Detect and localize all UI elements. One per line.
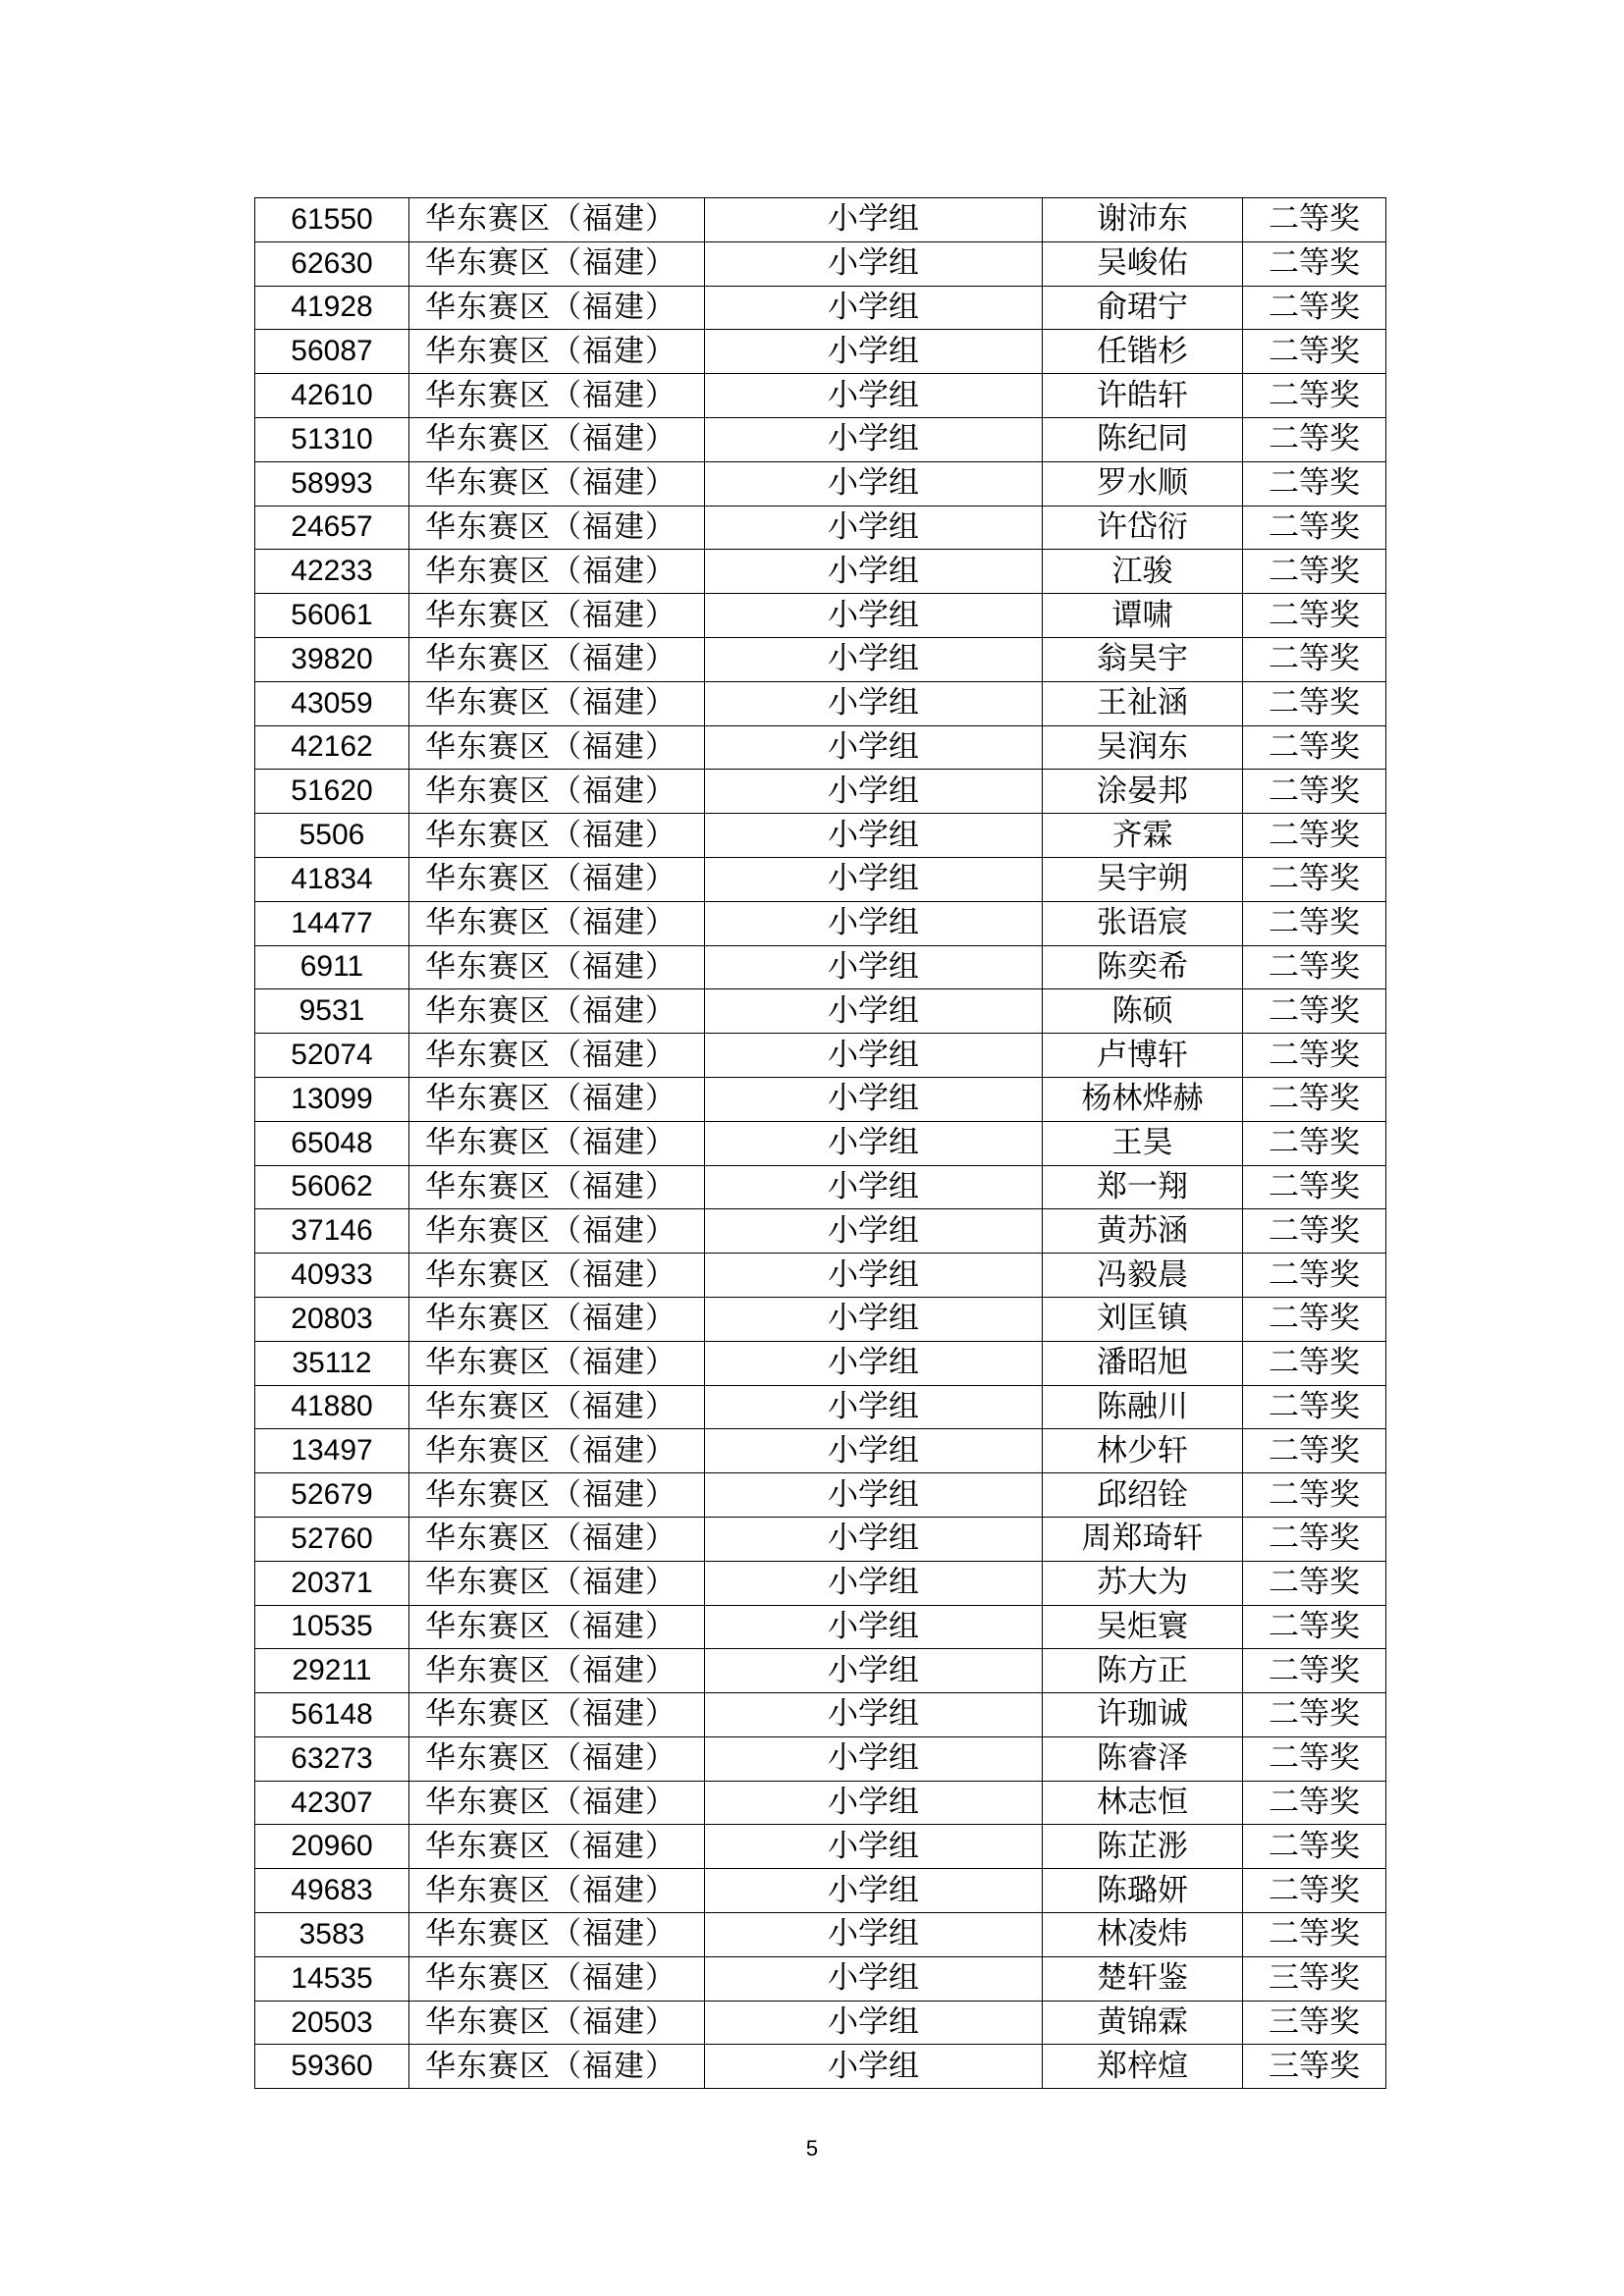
table-row xyxy=(255,330,1386,374)
group-cell: 小学组 xyxy=(705,461,1043,506)
group-cell: 小学组 xyxy=(705,1649,1043,1693)
region-cell: 华东赛区（福建） xyxy=(409,1121,705,1165)
region-cell: 华东赛区（福建） xyxy=(409,1341,705,1385)
award-cell: 二等奖 xyxy=(1243,637,1386,681)
region-cell: 华东赛区（福建） xyxy=(409,1429,705,1473)
student-name-cell: 林志恒 xyxy=(1043,1781,1243,1825)
award-cell: 二等奖 xyxy=(1243,1561,1386,1605)
table-row xyxy=(255,637,1386,681)
award-table-body xyxy=(255,198,1386,2089)
group-cell: 小学组 xyxy=(705,1736,1043,1781)
entry-id-cell: 10535 xyxy=(255,1605,409,1649)
group-cell: 小学组 xyxy=(705,1561,1043,1605)
region-cell: 华东赛区（福建） xyxy=(409,1693,705,1737)
entry-id-cell: 62630 xyxy=(255,241,409,286)
region-cell: 华东赛区（福建） xyxy=(409,374,705,418)
region-cell: 华东赛区（福建） xyxy=(409,330,705,374)
award-cell: 二等奖 xyxy=(1243,417,1386,461)
region-cell: 华东赛区（福建） xyxy=(409,1956,705,2001)
award-cell: 二等奖 xyxy=(1243,1649,1386,1693)
award-cell: 二等奖 xyxy=(1243,1473,1386,1518)
table-row xyxy=(255,1869,1386,1913)
student-name-cell: 郑梓煊 xyxy=(1043,2045,1243,2089)
group-cell: 小学组 xyxy=(705,1385,1043,1429)
region-cell: 华东赛区（福建） xyxy=(409,1561,705,1605)
student-name-cell: 郑一翔 xyxy=(1043,1165,1243,1209)
entry-id-cell: 51620 xyxy=(255,770,409,814)
region-cell: 华东赛区（福建） xyxy=(409,901,705,945)
student-name-cell: 杨林烨赫 xyxy=(1043,1077,1243,1121)
group-cell: 小学组 xyxy=(705,681,1043,725)
region-cell: 华东赛区（福建） xyxy=(409,1385,705,1429)
group-cell: 小学组 xyxy=(705,1956,1043,2001)
entry-id-cell: 20371 xyxy=(255,1561,409,1605)
entry-id-cell: 39820 xyxy=(255,637,409,681)
group-cell: 小学组 xyxy=(705,814,1043,858)
award-cell: 二等奖 xyxy=(1243,1077,1386,1121)
group-cell: 小学组 xyxy=(705,1429,1043,1473)
entry-id-cell: 37146 xyxy=(255,1209,409,1254)
award-cell: 二等奖 xyxy=(1243,1825,1386,1869)
group-cell: 小学组 xyxy=(705,1077,1043,1121)
award-cell: 二等奖 xyxy=(1243,550,1386,594)
award-cell: 三等奖 xyxy=(1243,2001,1386,2045)
award-cell: 二等奖 xyxy=(1243,1913,1386,1957)
region-cell: 华东赛区（福建） xyxy=(409,550,705,594)
award-cell: 二等奖 xyxy=(1243,945,1386,989)
group-cell: 小学组 xyxy=(705,1825,1043,1869)
award-cell: 二等奖 xyxy=(1243,198,1386,242)
award-cell: 二等奖 xyxy=(1243,814,1386,858)
table-row xyxy=(255,1736,1386,1781)
region-cell: 华东赛区（福建） xyxy=(409,417,705,461)
region-cell: 华东赛区（福建） xyxy=(409,1165,705,1209)
region-cell: 华东赛区（福建） xyxy=(409,286,705,330)
student-name-cell: 谢沛东 xyxy=(1043,198,1243,242)
student-name-cell: 任锴杉 xyxy=(1043,330,1243,374)
region-cell: 华东赛区（福建） xyxy=(409,594,705,638)
entry-id-cell: 20803 xyxy=(255,1297,409,1341)
region-cell: 华东赛区（福建） xyxy=(409,1913,705,1957)
table-row xyxy=(255,1341,1386,1385)
entry-id-cell: 41880 xyxy=(255,1385,409,1429)
student-name-cell: 涂晏邦 xyxy=(1043,770,1243,814)
student-name-cell: 刘匡镇 xyxy=(1043,1297,1243,1341)
award-cell: 二等奖 xyxy=(1243,1605,1386,1649)
entry-id-cell: 41834 xyxy=(255,857,409,901)
award-cell: 二等奖 xyxy=(1243,1693,1386,1737)
award-cell: 二等奖 xyxy=(1243,594,1386,638)
award-cell: 三等奖 xyxy=(1243,2045,1386,2089)
entry-id-cell: 29211 xyxy=(255,1649,409,1693)
region-cell: 华东赛区（福建） xyxy=(409,1297,705,1341)
entry-id-cell: 56062 xyxy=(255,1165,409,1209)
student-name-cell: 江骏 xyxy=(1043,550,1243,594)
award-cell: 二等奖 xyxy=(1243,725,1386,770)
student-name-cell: 许珈诚 xyxy=(1043,1693,1243,1737)
group-cell: 小学组 xyxy=(705,417,1043,461)
award-cell: 二等奖 xyxy=(1243,770,1386,814)
student-name-cell: 齐霖 xyxy=(1043,814,1243,858)
student-name-cell: 黄苏涵 xyxy=(1043,1209,1243,1254)
table-row xyxy=(255,374,1386,418)
table-row xyxy=(255,550,1386,594)
award-cell: 二等奖 xyxy=(1243,1781,1386,1825)
table-row xyxy=(255,1693,1386,1737)
group-cell: 小学组 xyxy=(705,1341,1043,1385)
student-name-cell: 吴宇朔 xyxy=(1043,857,1243,901)
award-cell: 二等奖 xyxy=(1243,1429,1386,1473)
student-name-cell: 楚轩鉴 xyxy=(1043,1956,1243,2001)
entry-id-cell: 14477 xyxy=(255,901,409,945)
table-row xyxy=(255,1605,1386,1649)
group-cell: 小学组 xyxy=(705,945,1043,989)
region-cell: 华东赛区（福建） xyxy=(409,1781,705,1825)
entry-id-cell: 42162 xyxy=(255,725,409,770)
region-cell: 华东赛区（福建） xyxy=(409,1034,705,1078)
student-name-cell: 林凌炜 xyxy=(1043,1913,1243,1957)
award-table xyxy=(254,197,1386,2089)
student-name-cell: 许皓轩 xyxy=(1043,374,1243,418)
entry-id-cell: 56061 xyxy=(255,594,409,638)
table-row xyxy=(255,2001,1386,2045)
award-cell: 二等奖 xyxy=(1243,1209,1386,1254)
table-row xyxy=(255,241,1386,286)
table-row xyxy=(255,1297,1386,1341)
group-cell: 小学组 xyxy=(705,1781,1043,1825)
region-cell: 华东赛区（福建） xyxy=(409,461,705,506)
student-name-cell: 俞珺宁 xyxy=(1043,286,1243,330)
entry-id-cell: 59360 xyxy=(255,2045,409,2089)
group-cell: 小学组 xyxy=(705,506,1043,550)
table-row xyxy=(255,1649,1386,1693)
entry-id-cell: 52760 xyxy=(255,1517,409,1561)
entry-id-cell: 41928 xyxy=(255,286,409,330)
region-cell: 华东赛区（福建） xyxy=(409,1825,705,1869)
award-cell: 二等奖 xyxy=(1243,241,1386,286)
group-cell: 小学组 xyxy=(705,2045,1043,2089)
award-cell: 二等奖 xyxy=(1243,286,1386,330)
region-cell: 华东赛区（福建） xyxy=(409,506,705,550)
table-row xyxy=(255,1209,1386,1254)
student-name-cell: 陈睿泽 xyxy=(1043,1736,1243,1781)
student-name-cell: 苏大为 xyxy=(1043,1561,1243,1605)
region-cell: 华东赛区（福建） xyxy=(409,1605,705,1649)
student-name-cell: 陈奕希 xyxy=(1043,945,1243,989)
student-name-cell: 王祉涵 xyxy=(1043,681,1243,725)
region-cell: 华东赛区（福建） xyxy=(409,989,705,1034)
table-row xyxy=(255,901,1386,945)
award-cell: 二等奖 xyxy=(1243,330,1386,374)
group-cell: 小学组 xyxy=(705,1693,1043,1737)
table-row xyxy=(255,594,1386,638)
award-cell: 二等奖 xyxy=(1243,506,1386,550)
group-cell: 小学组 xyxy=(705,1297,1043,1341)
table-row xyxy=(255,681,1386,725)
region-cell: 华东赛区（福建） xyxy=(409,725,705,770)
award-cell: 二等奖 xyxy=(1243,1341,1386,1385)
region-cell: 华东赛区（福建） xyxy=(409,2001,705,2045)
group-cell: 小学组 xyxy=(705,1034,1043,1078)
entry-id-cell: 13497 xyxy=(255,1429,409,1473)
student-name-cell: 许岱衍 xyxy=(1043,506,1243,550)
region-cell: 华东赛区（福建） xyxy=(409,637,705,681)
region-cell: 华东赛区（福建） xyxy=(409,1736,705,1781)
group-cell: 小学组 xyxy=(705,241,1043,286)
region-cell: 华东赛区（福建） xyxy=(409,770,705,814)
student-name-cell: 罗水顺 xyxy=(1043,461,1243,506)
award-cell: 二等奖 xyxy=(1243,989,1386,1034)
entry-id-cell: 5506 xyxy=(255,814,409,858)
group-cell: 小学组 xyxy=(705,1473,1043,1518)
table-row xyxy=(255,1165,1386,1209)
entry-id-cell: 43059 xyxy=(255,681,409,725)
region-cell: 华东赛区（福建） xyxy=(409,1869,705,1913)
region-cell: 华东赛区（福建） xyxy=(409,814,705,858)
table-row xyxy=(255,770,1386,814)
table-row xyxy=(255,1385,1386,1429)
table-row xyxy=(255,1781,1386,1825)
award-cell: 二等奖 xyxy=(1243,374,1386,418)
table-row xyxy=(255,2045,1386,2089)
entry-id-cell: 52679 xyxy=(255,1473,409,1518)
student-name-cell: 吴峻佑 xyxy=(1043,241,1243,286)
table-row xyxy=(255,989,1386,1034)
group-cell: 小学组 xyxy=(705,1254,1043,1298)
entry-id-cell: 20503 xyxy=(255,2001,409,2045)
student-name-cell: 陈融川 xyxy=(1043,1385,1243,1429)
student-name-cell: 林少轩 xyxy=(1043,1429,1243,1473)
entry-id-cell: 51310 xyxy=(255,417,409,461)
table-row xyxy=(255,506,1386,550)
entry-id-cell: 24657 xyxy=(255,506,409,550)
entry-id-cell: 42610 xyxy=(255,374,409,418)
table-row xyxy=(255,1473,1386,1518)
table-row xyxy=(255,1121,1386,1165)
region-cell: 华东赛区（福建） xyxy=(409,681,705,725)
award-cell: 二等奖 xyxy=(1243,681,1386,725)
student-name-cell: 陈纪同 xyxy=(1043,417,1243,461)
group-cell: 小学组 xyxy=(705,1913,1043,1957)
entry-id-cell: 63273 xyxy=(255,1736,409,1781)
student-name-cell: 陈硕 xyxy=(1043,989,1243,1034)
group-cell: 小学组 xyxy=(705,1605,1043,1649)
table-row xyxy=(255,1077,1386,1121)
region-cell: 华东赛区（福建） xyxy=(409,857,705,901)
entry-id-cell: 52074 xyxy=(255,1034,409,1078)
student-name-cell: 陈方正 xyxy=(1043,1649,1243,1693)
entry-id-cell: 49683 xyxy=(255,1869,409,1913)
entry-id-cell: 65048 xyxy=(255,1121,409,1165)
table-row xyxy=(255,857,1386,901)
entry-id-cell: 3583 xyxy=(255,1913,409,1957)
group-cell: 小学组 xyxy=(705,725,1043,770)
student-name-cell: 冯毅晨 xyxy=(1043,1254,1243,1298)
region-cell: 华东赛区（福建） xyxy=(409,1649,705,1693)
table-row xyxy=(255,1034,1386,1078)
entry-id-cell: 35112 xyxy=(255,1341,409,1385)
table-row xyxy=(255,1517,1386,1561)
student-name-cell: 张语宸 xyxy=(1043,901,1243,945)
award-cell: 二等奖 xyxy=(1243,901,1386,945)
student-name-cell: 卢博轩 xyxy=(1043,1034,1243,1078)
group-cell: 小学组 xyxy=(705,374,1043,418)
table-row xyxy=(255,1561,1386,1605)
group-cell: 小学组 xyxy=(705,286,1043,330)
award-cell: 三等奖 xyxy=(1243,1956,1386,2001)
group-cell: 小学组 xyxy=(705,770,1043,814)
entry-id-cell: 20960 xyxy=(255,1825,409,1869)
region-cell: 华东赛区（福建） xyxy=(409,1517,705,1561)
student-name-cell: 翁昊宇 xyxy=(1043,637,1243,681)
group-cell: 小学组 xyxy=(705,550,1043,594)
group-cell: 小学组 xyxy=(705,1869,1043,1913)
group-cell: 小学组 xyxy=(705,1209,1043,1254)
group-cell: 小学组 xyxy=(705,1165,1043,1209)
region-cell: 华东赛区（福建） xyxy=(409,1254,705,1298)
table-row xyxy=(255,417,1386,461)
award-cell: 二等奖 xyxy=(1243,461,1386,506)
award-cell: 二等奖 xyxy=(1243,857,1386,901)
group-cell: 小学组 xyxy=(705,637,1043,681)
table-row xyxy=(255,945,1386,989)
student-name-cell: 潘昭旭 xyxy=(1043,1341,1243,1385)
table-row xyxy=(255,1825,1386,1869)
student-name-cell: 黄锦霖 xyxy=(1043,2001,1243,2045)
student-name-cell: 陈璐妍 xyxy=(1043,1869,1243,1913)
page-number: 5 xyxy=(805,2136,819,2161)
entry-id-cell: 42233 xyxy=(255,550,409,594)
group-cell: 小学组 xyxy=(705,330,1043,374)
table-row xyxy=(255,1429,1386,1473)
entry-id-cell: 42307 xyxy=(255,1781,409,1825)
entry-id-cell: 56087 xyxy=(255,330,409,374)
student-name-cell: 周郑琦轩 xyxy=(1043,1517,1243,1561)
student-name-cell: 陈芷浵 xyxy=(1043,1825,1243,1869)
entry-id-cell: 61550 xyxy=(255,198,409,242)
group-cell: 小学组 xyxy=(705,594,1043,638)
group-cell: 小学组 xyxy=(705,989,1043,1034)
group-cell: 小学组 xyxy=(705,1121,1043,1165)
region-cell: 华东赛区（福建） xyxy=(409,1209,705,1254)
table-row xyxy=(255,1956,1386,2001)
region-cell: 华东赛区（福建） xyxy=(409,2045,705,2089)
award-cell: 二等奖 xyxy=(1243,1736,1386,1781)
table-row xyxy=(255,814,1386,858)
region-cell: 华东赛区（福建） xyxy=(409,1473,705,1518)
entry-id-cell: 58993 xyxy=(255,461,409,506)
group-cell: 小学组 xyxy=(705,857,1043,901)
entry-id-cell: 6911 xyxy=(255,945,409,989)
group-cell: 小学组 xyxy=(705,1517,1043,1561)
region-cell: 华东赛区（福建） xyxy=(409,198,705,242)
student-name-cell: 吴炬寰 xyxy=(1043,1605,1243,1649)
award-cell: 二等奖 xyxy=(1243,1034,1386,1078)
entry-id-cell: 9531 xyxy=(255,989,409,1034)
group-cell: 小学组 xyxy=(705,901,1043,945)
entry-id-cell: 13099 xyxy=(255,1077,409,1121)
award-cell: 二等奖 xyxy=(1243,1869,1386,1913)
student-name-cell: 吴润东 xyxy=(1043,725,1243,770)
region-cell: 华东赛区（福建） xyxy=(409,1077,705,1121)
table-row xyxy=(255,198,1386,242)
region-cell: 华东赛区（福建） xyxy=(409,945,705,989)
table-row xyxy=(255,1254,1386,1298)
table-row xyxy=(255,1913,1386,1957)
entry-id-cell: 56148 xyxy=(255,1693,409,1737)
table-row xyxy=(255,286,1386,330)
award-cell: 二等奖 xyxy=(1243,1517,1386,1561)
table-row xyxy=(255,461,1386,506)
award-cell: 二等奖 xyxy=(1243,1165,1386,1209)
entry-id-cell: 40933 xyxy=(255,1254,409,1298)
group-cell: 小学组 xyxy=(705,2001,1043,2045)
student-name-cell: 谭啸 xyxy=(1043,594,1243,638)
region-cell: 华东赛区（福建） xyxy=(409,241,705,286)
award-cell: 二等奖 xyxy=(1243,1121,1386,1165)
award-cell: 二等奖 xyxy=(1243,1254,1386,1298)
entry-id-cell: 14535 xyxy=(255,1956,409,2001)
student-name-cell: 王昊 xyxy=(1043,1121,1243,1165)
group-cell: 小学组 xyxy=(705,198,1043,242)
award-cell: 二等奖 xyxy=(1243,1297,1386,1341)
table-row xyxy=(255,725,1386,770)
student-name-cell: 邱绍铨 xyxy=(1043,1473,1243,1518)
award-cell: 二等奖 xyxy=(1243,1385,1386,1429)
